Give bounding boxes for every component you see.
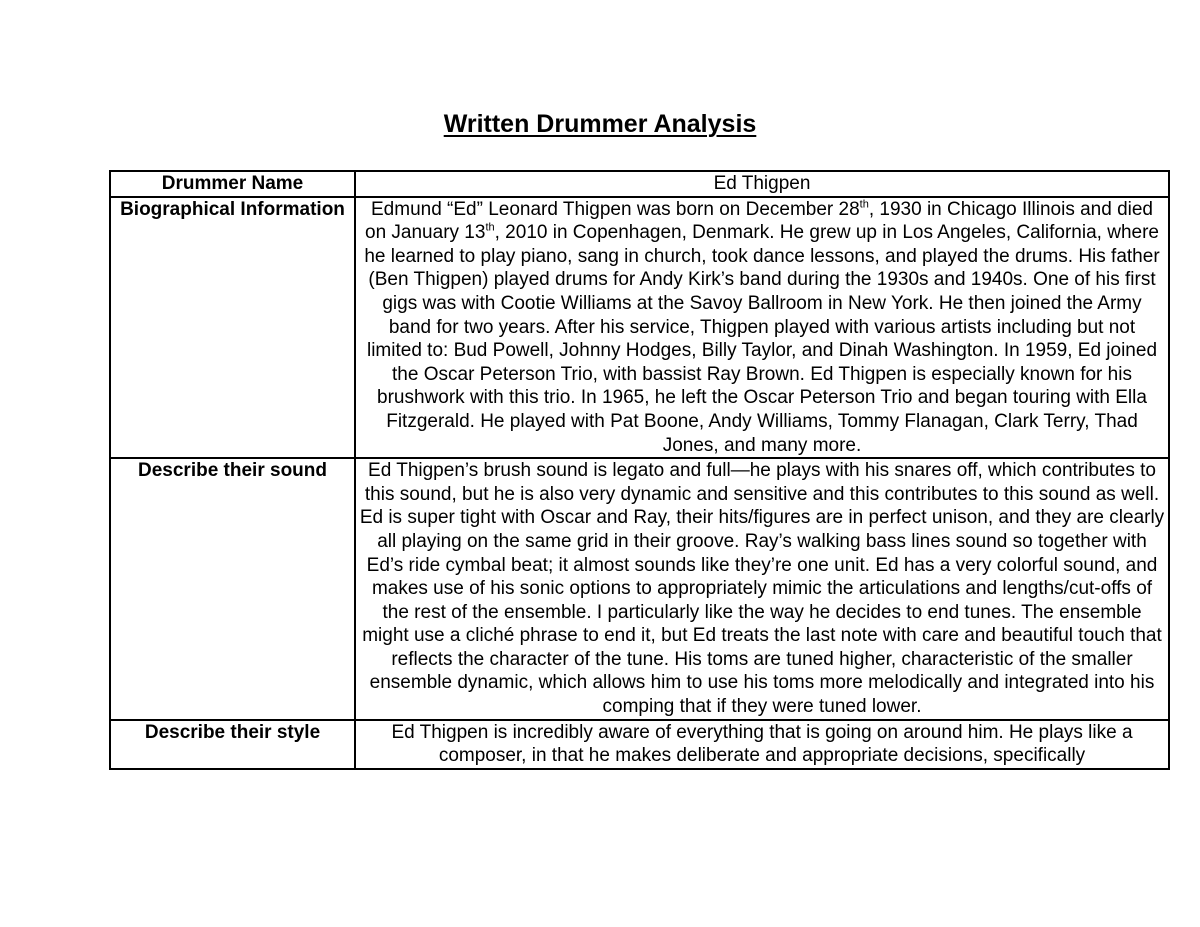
table-row <box>110 197 1169 459</box>
drummer-analysis-table <box>109 170 1170 770</box>
ordinal-suffix: th <box>485 221 495 234</box>
text-run: , 1930 in Chicago Illinois and died on January 13 <box>365 198 1153 244</box>
row-label-biographical-information: Biographical Information <box>110 197 355 459</box>
row-value-biographical-information <box>355 197 1169 459</box>
row-value-describe-sound <box>355 458 1169 720</box>
table-row <box>110 720 1169 769</box>
row-label-drummer-name: Drummer Name <box>110 171 355 197</box>
text-run: Ed Thigpen <box>713 173 811 194</box>
text-run: , 2010 in Copenhagen, Denmark. He grew up in Los Angeles, California, where he learned to play piano, sang in church, took dance lessons, and played the drums. His father (Ben Thigpen) played drums for Andy Kirk’s band during the 1930s and 1940s. One of his first gigs was with Cootie Williams at the Savoy Ballroom in New York. He then joined the Army band for two years. After his service, Thigpen played with various artists including but not limited to: Bud Powell, Johnny Hodges, Billy Taylor, and Dinah Washington. In 1959, Ed joined the Oscar Peterson Trio, with bassist Ray Brown. Ed Thigpen is especially known for his brushwork with this trio. In 1965, he left the Oscar Peterson Trio and began touring with Ella Fitzgerald. He played with Pat Boone, Andy Williams, Tommy Flanagan, Clark Terry, Thad Jones, and many more. <box>364 222 1160 456</box>
row-value-describe-style <box>355 720 1169 769</box>
ordinal-suffix: th <box>859 198 869 211</box>
table-row <box>110 171 1169 197</box>
row-value-drummer-name <box>355 171 1169 197</box>
table-row <box>110 458 1169 720</box>
text-run: Ed Thigpen is incredibly aware of everything that is going on around him. He plays like a composer, in that he makes deliberate and appropriate decisions, specifically <box>391 721 1133 767</box>
row-label-describe-sound: Describe their sound <box>110 458 355 720</box>
text-run: Ed Thigpen’s brush sound is legato and full—he plays with his snares off, which contributes to this sound, but he is also very dynamic and sensitive and this contributes to this sound as well. Ed is super tight with Oscar and Ray, their hits/figures are in perfect unison, and they are clearly all playing on the same grid in their groove. Ray’s walking bass lines sound so together with Ed’s ride cymbal beat; it almost sounds like they’re one unit. Ed has a very colorful sound, and makes use of his sonic options to appropriately mimic the articulations and lengths/cut-offs of the rest of the ensemble. I particularly like the way he decides to end tunes. The ensemble might use a cliché phrase to end it, but Ed treats the last note with care and beautiful touch that reflects the character of the tune. His toms are tuned higher, characteristic of the smaller ensemble dynamic, which allows him to use his toms more melodically and integrated into his comping that if they were tuned lower. <box>359 460 1165 718</box>
text-run: Edmund “Ed” Leonard Thigpen was born on December 28 <box>371 198 860 220</box>
row-label-describe-style: Describe their style <box>110 720 355 769</box>
page-title: Written Drummer Analysis <box>443 110 757 138</box>
